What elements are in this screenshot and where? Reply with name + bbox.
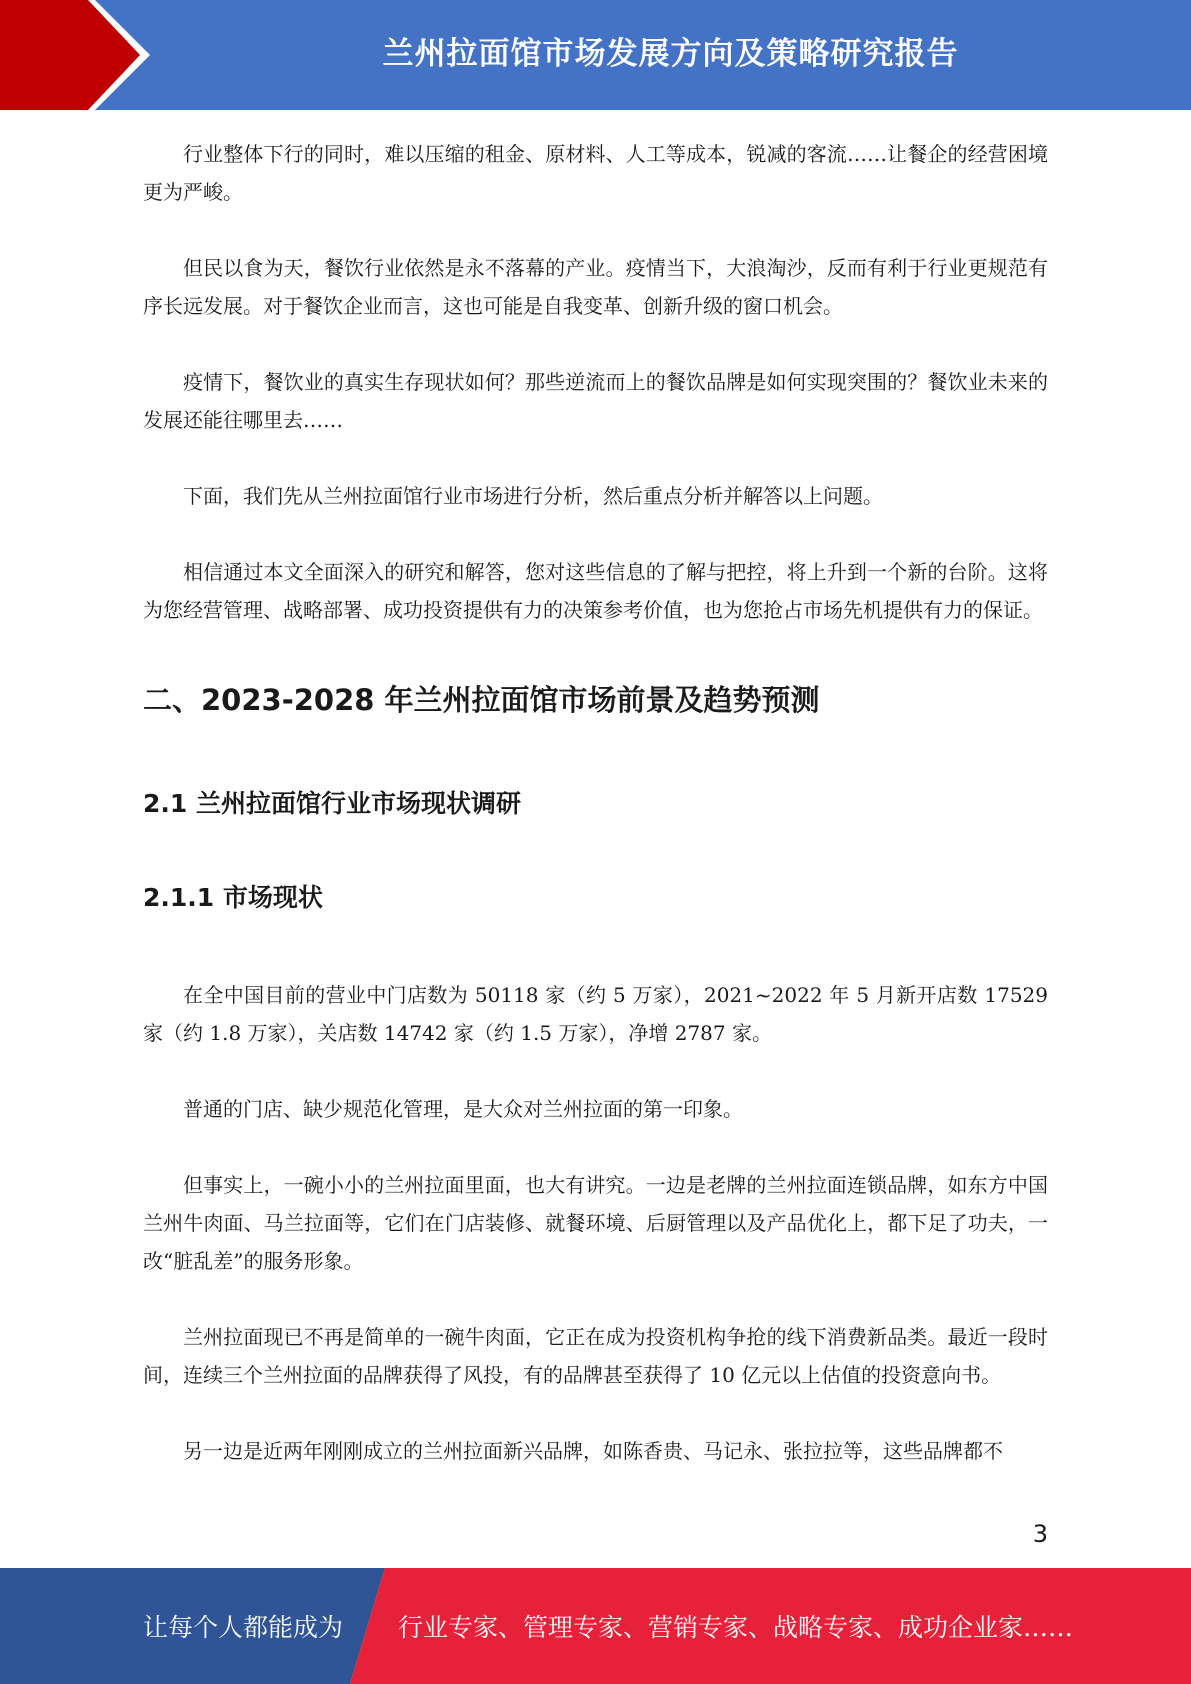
paragraph: 行业整体下行的同时，难以压缩的租金、原材料、人工等成本，锐减的客流……让餐企的经营困境更为严峻。	[143, 142, 1048, 204]
paragraph: 另一边是近两年刚刚成立的兰州拉面新兴品牌，如陈香贵、马记永、张拉拉等，这些品牌都不	[183, 1439, 1003, 1463]
footer-slogan-left: 让每个人都能成为	[143, 1613, 344, 1642]
paragraph: 在全中国目前的营业中门店数为 50118 家（约 5 万家），2021~2022 年 5 月新开店数 17529 家（约 1.8 万家），关店数 14742 家（约 1.5 万家），净增 2787 家。	[143, 983, 1048, 1045]
page-header	[0, 0, 1191, 110]
paragraph: 相信通过本文全面深入的研究和解答，您对这些信息的了解与把控，将上升到一个新的台阶。这将为您经营管理、战略部署、成功投资提供有力的决策参考价值，也为您抢占市场先机提供有力的保证。	[143, 560, 1048, 622]
footer-slogan-right: 行业专家、管理专家、营销专家、战略专家、成功企业家……	[398, 1613, 1074, 1642]
document-body	[143, 135, 1048, 1508]
paragraph: 兰州拉面现已不再是简单的一碗牛肉面，它正在成为投资机构争抢的线下消费新品类。最近一段时间，连续三个兰州拉面的品牌获得了风投，有的品牌甚至获得了 10 亿元以上估值的投资意向书。	[143, 1325, 1048, 1387]
section-heading: 二、2023-2028 年兰州拉面馆市场前景及趋势预测	[143, 683, 820, 717]
paragraph: 下面，我们先从兰州拉面馆行业市场进行分析，然后重点分析并解答以上问题。	[183, 484, 883, 508]
paragraph: 普通的门店、缺少规范化管理，是大众对兰州拉面的第一印象。	[183, 1097, 743, 1121]
subsubsection-heading: 2.1.1 市场现状	[143, 883, 323, 912]
page-number: 3	[1032, 1520, 1048, 1548]
header-chevron-decoration	[0, 0, 160, 110]
page-footer	[0, 1568, 1191, 1684]
paragraph: 但民以食为天，餐饮行业依然是永不落幕的产业。疫情当下，大浪淘沙，反而有利于行业更规范有序长远发展。对于餐饮企业而言，这也可能是自我变革、创新升级的窗口机会。	[143, 256, 1048, 318]
document-title: 兰州拉面馆市场发展方向及策略研究报告	[382, 35, 959, 72]
subsection-heading: 2.1 兰州拉面馆行业市场现状调研	[143, 789, 521, 818]
paragraph: 但事实上，一碗小小的兰州拉面里面，也大有讲究。一边是老牌的兰州拉面连锁品牌，如东方中国兰州牛肉面、马兰拉面等，它们在门店装修、就餐环境、后厨管理以及产品优化上，都下足了功夫，一改“脏乱差”的服务形象。	[143, 1173, 1048, 1273]
paragraph: 疫情下，餐饮业的真实生存现状如何？那些逆流而上的餐饮品牌是如何实现突围的？餐饮业未来的发展还能往哪里去……	[143, 370, 1048, 432]
